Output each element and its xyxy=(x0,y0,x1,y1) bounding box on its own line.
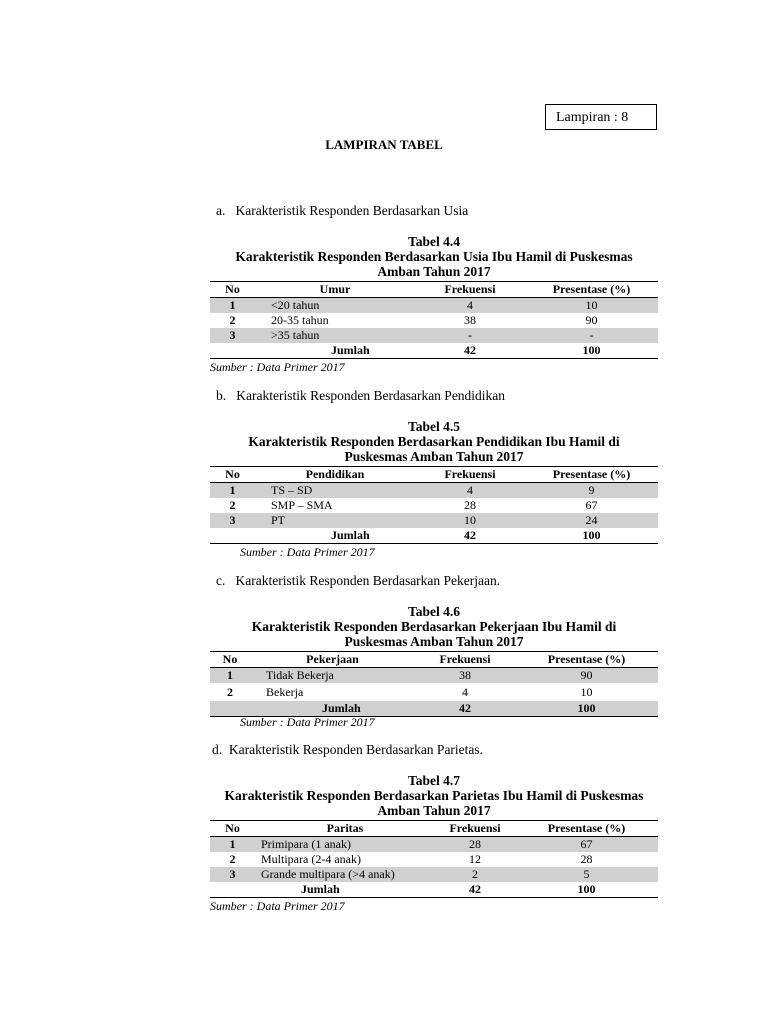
table-header xyxy=(210,282,658,298)
cell-total-percent: 100 xyxy=(515,701,658,717)
table-total-row xyxy=(210,882,658,898)
cell-no: 2 xyxy=(227,684,233,699)
cell-total-label: Jumlah xyxy=(250,701,415,717)
page-title: LAMPIRAN TABEL xyxy=(325,137,443,152)
table-source: Sumber : Data Primer 2017 xyxy=(210,360,345,374)
cell-no: 1 xyxy=(210,837,255,853)
table-number: Tabel 4.7 xyxy=(407,773,461,788)
table-total-row xyxy=(210,343,658,359)
section-heading-pekerjaan: c. Karakteristik Responden Berdasarkan Pekerjaan. xyxy=(216,573,501,588)
cell-total-label: Jumlah xyxy=(255,882,435,898)
col-header: No xyxy=(210,821,255,837)
table-row xyxy=(210,328,658,343)
col-header: Paritas xyxy=(255,821,435,837)
table-row xyxy=(210,483,658,499)
cell-category: >35 tahun xyxy=(255,328,415,343)
table-title-line2: Amban Tahun 2017 xyxy=(377,264,491,279)
table-header xyxy=(210,821,658,837)
cell-total-frequency: 42 xyxy=(415,701,515,717)
cell-total-frequency: 42 xyxy=(415,528,525,544)
table-total-row xyxy=(210,528,658,544)
table-row xyxy=(210,867,658,882)
cell-frequency: 4 xyxy=(415,298,525,314)
table-number: Tabel 4.4 xyxy=(407,234,461,249)
cell-frequency: 12 xyxy=(469,852,481,866)
cell-total-frequency: 42 xyxy=(415,343,525,359)
cell-frequency: 28 xyxy=(464,498,476,512)
cell-percent: 90 xyxy=(515,668,658,684)
col-header: Presentase (%) xyxy=(515,652,658,668)
cell-frequency: 38 xyxy=(464,313,476,327)
cell-no: 1 xyxy=(210,668,250,684)
table-row xyxy=(210,313,658,328)
col-header: Frekuensi xyxy=(415,282,525,298)
cell-percent: 9 xyxy=(525,483,658,499)
table-title-line1: Karakteristik Responden Berdasarkan Pekerjaan Ibu Hamil di xyxy=(251,619,617,634)
col-header: Presentase (%) xyxy=(515,821,658,837)
lampiran-box: Lampiran : 8 xyxy=(545,104,657,130)
cell-percent: 10 xyxy=(580,684,593,699)
cell-total-percent: 100 xyxy=(525,528,658,544)
cell-category: Primipara (1 anak) xyxy=(255,837,435,853)
cell-category: Multipara (2-4 anak) xyxy=(261,852,361,866)
cell-no: 1 xyxy=(210,298,255,314)
cell-category: TS – SD xyxy=(255,483,415,499)
table-number: Tabel 4.6 xyxy=(407,604,461,619)
table-caption-4-4 xyxy=(210,234,658,279)
cell-no: 2 xyxy=(229,313,236,327)
table-title-line1: Karakteristik Responden Berdasarkan Usia Ibu Hamil di Puskesmas xyxy=(235,249,633,264)
table-header xyxy=(210,467,658,483)
table-title-line2: Puskesmas Amban Tahun 2017 xyxy=(344,634,524,649)
cell-percent: - xyxy=(525,328,658,343)
cell-no: 3 xyxy=(210,513,255,528)
cell-total-percent: 100 xyxy=(515,882,658,898)
table-title-line2: Puskesmas Amban Tahun 2017 xyxy=(344,449,524,464)
table-source: Sumber : Data Primer 2017 xyxy=(240,545,375,559)
cell-frequency: 4 xyxy=(462,684,468,699)
cell-frequency: 10 xyxy=(415,513,525,528)
cell-total-label: Jumlah xyxy=(255,343,415,359)
table-pekerjaan xyxy=(210,651,658,717)
col-header: No xyxy=(210,282,255,298)
cell-category: Bekerja xyxy=(266,684,304,699)
cell-frequency: - xyxy=(415,328,525,343)
col-header: Umur xyxy=(255,282,415,298)
col-header: Presentase (%) xyxy=(525,467,658,483)
cell-percent: 24 xyxy=(525,513,658,528)
table-row xyxy=(210,298,658,314)
table-number: Tabel 4.5 xyxy=(407,419,461,434)
cell-frequency: 2 xyxy=(435,867,515,882)
table-caption-4-6 xyxy=(210,604,658,649)
col-header: Frekuensi xyxy=(415,652,515,668)
table-usia xyxy=(210,281,658,359)
section-heading-parietas: d. Karakteristik Responden Berdasarkan Parietas. xyxy=(212,742,484,757)
table-title-line2: Amban Tahun 2017 xyxy=(377,803,491,818)
col-header: Presentase (%) xyxy=(525,282,658,298)
cell-no: 2 xyxy=(229,498,236,512)
cell-percent: 10 xyxy=(525,298,658,314)
cell-no: 1 xyxy=(210,483,255,499)
cell-percent: 28 xyxy=(580,852,593,866)
cell-category: Grande multipara (>4 anak) xyxy=(255,867,435,882)
table-row xyxy=(210,852,658,867)
cell-no: 2 xyxy=(229,852,236,866)
cell-no: 3 xyxy=(210,867,255,882)
col-header: Pekerjaan xyxy=(250,652,415,668)
table-title-line1: Karakteristik Responden Berdasarkan Parietas Ibu Hamil di Puskesmas xyxy=(224,788,644,803)
cell-total-label: Jumlah xyxy=(255,528,415,544)
table-source: Sumber : Data Primer 2017 xyxy=(240,715,375,729)
table-paritas xyxy=(210,820,658,898)
col-header: Frekuensi xyxy=(435,821,515,837)
table-caption-4-7 xyxy=(210,773,658,818)
section-heading-pendidikan: b. Karakteristik Responden Berdasarkan Pendidikan xyxy=(216,388,506,403)
cell-category: 20-35 tahun xyxy=(271,313,329,327)
cell-category: PT xyxy=(255,513,415,528)
cell-total-percent: 100 xyxy=(525,343,658,359)
table-row xyxy=(210,837,658,853)
cell-total-frequency: 42 xyxy=(435,882,515,898)
cell-no: 3 xyxy=(210,328,255,343)
table-title-line1: Karakteristik Responden Berdasarkan Pendidikan Ibu Hamil di xyxy=(248,434,620,449)
cell-percent: 5 xyxy=(515,867,658,882)
cell-frequency: 4 xyxy=(415,483,525,499)
col-header: Pendidikan xyxy=(255,467,415,483)
table-row xyxy=(210,498,658,513)
table-row xyxy=(210,513,658,528)
cell-category: <20 tahun xyxy=(255,298,415,314)
cell-frequency: 28 xyxy=(435,837,515,853)
col-header: Frekuensi xyxy=(415,467,525,483)
section-heading-usia: a. Karakteristik Responden Berdasarkan Usia xyxy=(216,203,469,218)
table-caption-4-5 xyxy=(210,419,658,464)
col-header: No xyxy=(210,652,250,668)
cell-percent: 67 xyxy=(515,837,658,853)
cell-frequency: 38 xyxy=(415,668,515,684)
col-header: No xyxy=(210,467,255,483)
table-source: Sumber : Data Primer 2017 xyxy=(210,899,345,913)
cell-category: SMP – SMA xyxy=(271,498,333,512)
table-row xyxy=(210,683,658,701)
table-header xyxy=(210,652,658,668)
table-pendidikan xyxy=(210,466,658,544)
cell-percent: 90 xyxy=(585,313,598,327)
table-row xyxy=(210,668,658,684)
cell-category: Tidak Bekerja xyxy=(250,668,415,684)
cell-percent: 67 xyxy=(585,498,598,512)
